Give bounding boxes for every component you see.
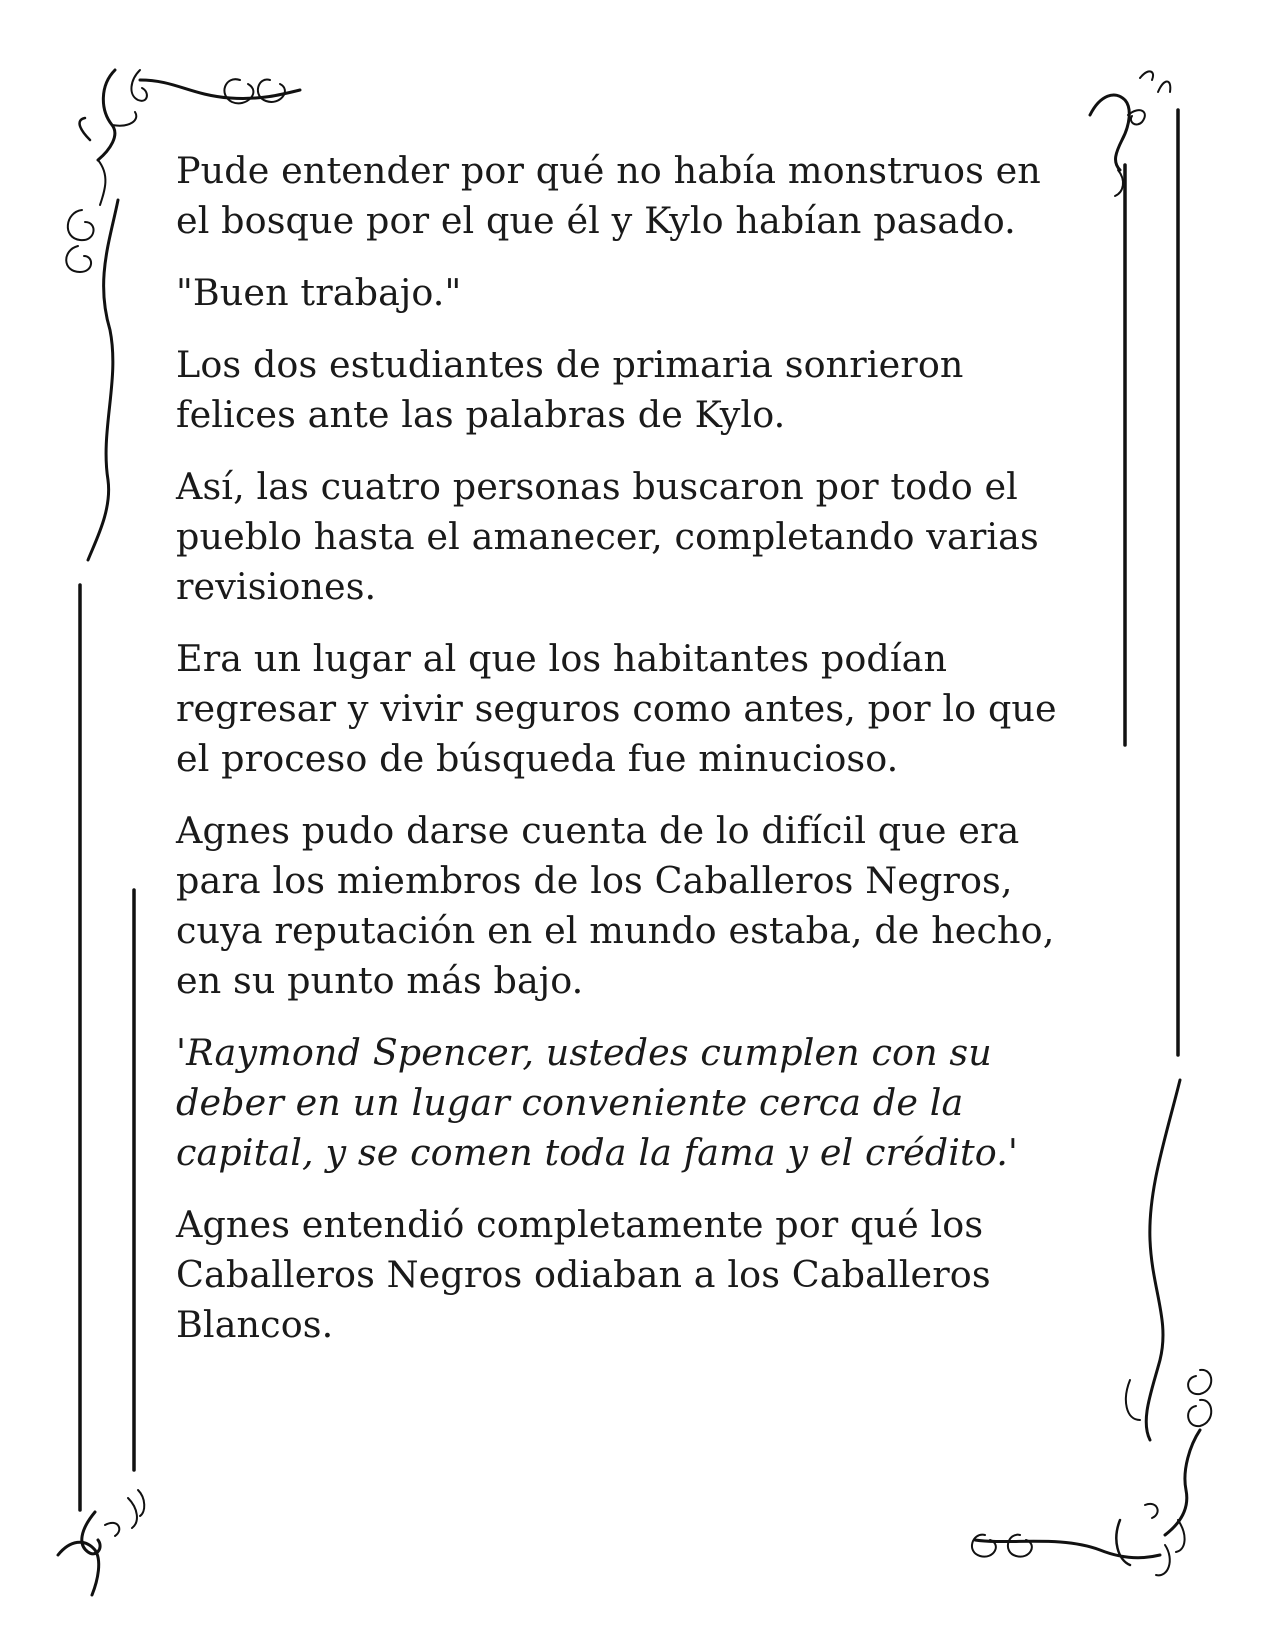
paragraph: Pude entender por qué no había monstruos en el bosque por el que él y Kylo habían pasado. [176,149,1041,242]
paragraph: Los dos estudiantes de primaria sonrieron felices ante las palabras de Kylo. [176,343,964,436]
paragraph: Era un lugar al que los habitantes podían regresar y vivir seguros como antes, por lo que el proceso de búsqueda fue minucioso. [176,637,1057,780]
bottom-left-flourish-icon [58,1490,144,1595]
bottom-right-flourish-icon [972,1504,1185,1575]
story-text [176,146,1076,1372]
paragraph: Agnes pudo darse cuenta de lo difícil que era para los miembros de los Caballeros Negros, cuya reputación en el mundo estaba, de hecho, en su punto más bajo. [176,809,1055,1002]
paragraph: Agnes entendió completamente por qué los Caballeros Negros odiaban a los Caballeros Blancos. [176,1203,991,1346]
right-lower-flourish-icon [1126,1080,1211,1535]
italic-thought-paragraph: 'Raymond Spencer, ustedes cumplen con su deber en un lugar conveniente cerca de la capital, y se comen toda la fama y el crédito.' [176,1031,1019,1174]
top-right-flourish-icon [1090,71,1170,196]
paragraph: "Buen trabajo." [176,271,462,314]
paragraph: Así, las cuatro personas buscaron por todo el pueblo hasta el amanecer, completando varias revisiones. [176,465,1039,608]
